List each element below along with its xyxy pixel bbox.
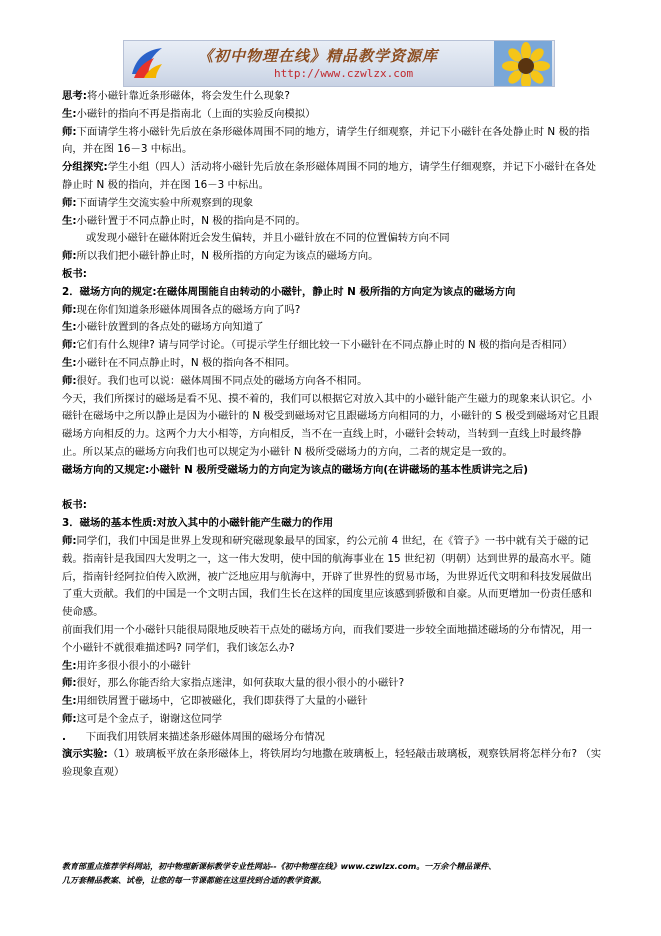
- paragraph: [62, 658, 602, 676]
- speaker-label: 生:: [62, 659, 77, 672]
- speaker-label: 磁场方向的又规定:: [62, 463, 150, 476]
- speaker-label: 生:: [62, 321, 77, 334]
- paragraph-text: 将小磁针靠近条形磁体，将会发生什么现象?: [86, 90, 290, 102]
- paragraph: [62, 711, 602, 729]
- paragraph-text: 用细铁屑置于磁场中，它即被磁化，我们即获得了大量的小磁针: [76, 695, 368, 708]
- speaker-label: 2．磁场方向的规定:: [62, 285, 157, 298]
- speaker-label: 生:: [62, 214, 77, 227]
- banner-title: 《初中物理在线》精品教学资源库: [198, 47, 439, 65]
- speaker-label: 师:: [62, 534, 77, 547]
- paragraph-text: 很好，那么你能否给大家指点迷津，如何获取大量的很小很小的小磁针?: [76, 677, 405, 690]
- paragraph-text: 今天，我们所探讨的磁场是看不见、摸不着的，我们可以根据它对放入其中的小磁针能产生磁力的现象来认识它。小磁针在磁场中之所以静止是因为小磁针的 N 极受到磁场对它且跟磁场方向相同的力，小磁针的 S 极受到磁场对它且跟磁场方向相反的力。这两个力大小相等，方向相反，当不在一直线上时，小磁针会转动，当转到一直线上时最终静止。所以某点的磁场方向我们也可以规定为小磁针 N 极所受磁场力的方向，二者的规定是一致的。: [62, 392, 599, 458]
- paragraph-text: 现在你们知道条形磁体周围各点的磁场方向了吗?: [76, 303, 301, 316]
- paragraph: [62, 622, 602, 658]
- paragraph-text: 它们有什么规律? 请与同学讨论。（可提示学生仔细比较一下小磁针在不同点静止时的 N 极的指向是否相同）: [76, 339, 573, 352]
- paragraph-text: 对放入其中的小磁针能产生磁力的作用: [156, 517, 334, 530]
- paragraph: [62, 355, 602, 373]
- paragraph-text: 这可是个金点子，谢谢这位同学: [76, 712, 223, 725]
- paragraph-text: 学生小组（四人）活动将小磁针先后放在条形磁体周围不同的地方，请学生仔细观察，并记下小磁针在各处静止时 N 极的指向，并在图 16－3 中标出。: [62, 161, 597, 191]
- speaker-label: 思考:: [62, 90, 87, 102]
- banner-url: http://www.czwlzx.com: [274, 67, 414, 80]
- paragraph: [62, 266, 602, 284]
- paragraph-text: 下面我们用铁屑来描述条形磁体周围的磁场分布情况: [85, 730, 325, 743]
- speaker-label: 3．磁场的基本性质:: [62, 517, 157, 530]
- paragraph: [62, 373, 602, 391]
- speaker-label: 生:: [62, 356, 77, 369]
- speaker-label: 演示实验:: [62, 748, 108, 761]
- paragraph: [62, 729, 602, 747]
- speaker-label: 师:: [62, 303, 77, 316]
- speaker-label: 分组探究:: [62, 161, 108, 174]
- speaker-label: .: [62, 730, 66, 743]
- speaker-label: 师:: [62, 250, 77, 263]
- paragraph: [62, 124, 602, 160]
- paragraph-text: 前面我们用一个小磁针只能很局限地反映若干点处的磁场方向，而我们要进一步较全面地描述磁场的分布情况，用一个小磁针不就很难描述吗? 同学们，我们该怎么办?: [62, 623, 592, 654]
- speaker-label: 生:: [62, 695, 77, 708]
- paragraph-text: 或发现小磁针在磁体附近会发生偏转，并且小磁针放在不同的位置偏转方向不同: [86, 232, 450, 245]
- paragraph: [62, 480, 602, 498]
- paragraph-text: 下面请学生交流实验中所观察到的现象: [76, 196, 254, 209]
- footer-line-1: 教育部重点推荐学科网站，初中物理新课标教学专业性网站--《初中物理在线》www.czwlzx.com。一万余个精品课件、: [62, 862, 497, 871]
- paragraph-text: 很好。我们也可以说：磁体周围不同点处的磁场方向各不相同。: [76, 374, 368, 387]
- speaker-label: 师:: [62, 712, 77, 725]
- paragraph-text: 小磁针的指向不再是指南北（上面的实验反向模拟）: [76, 107, 316, 120]
- paragraph: [62, 515, 602, 533]
- paragraph-text: 小磁针在不同点静止时，N 极的指向各不相同。: [76, 356, 296, 369]
- site-logo: [128, 44, 166, 82]
- paragraph: [62, 337, 602, 355]
- paragraph-text: 小磁针 N 极所受磁场力的方向定为该点的磁场方向(在讲磁场的基本性质讲完之后): [149, 463, 528, 476]
- paragraph: [62, 230, 602, 248]
- paragraph: [62, 284, 602, 302]
- speaker-label: 生:: [62, 107, 77, 120]
- footer-line-2: 几万套精品教案、试卷，让您的每一节课都能在这里找到合适的教学资源。: [62, 875, 326, 885]
- paragraph: [62, 675, 602, 693]
- sunflower-icon: [494, 41, 552, 86]
- paragraph: [62, 497, 602, 515]
- speaker-label: 师:: [62, 677, 77, 690]
- paragraph-text: 所以我们把小磁针静止时，N 极所指的方向定为该点的磁场方向。: [76, 250, 379, 263]
- paragraph: [62, 746, 602, 782]
- paragraph-text: （1）玻璃板平放在条形磁体上，将铁屑均匀地撒在玻璃板上，轻轻敲击玻璃板，观察铁屑将怎样分布? （实验现象直观）: [62, 748, 602, 779]
- speaker-label: 师:: [62, 196, 77, 209]
- paragraph-text: 用许多很小很小的小磁针: [76, 659, 191, 672]
- paragraph: [62, 213, 602, 231]
- speaker-label: 板书:: [62, 499, 87, 512]
- paragraph-text: 同学们，我们中国是世界上发现和研究磁现象最早的国家，约公元前 4 世纪，在《管子》一书中就有关于磁的记载。指南针是我国四大发明之一，这一伟大发明，使中国的航海事业在 15 世纪初（明朝）达到世界的最高水平。随后，指南针经阿拉伯传入欧洲，被广泛地应用与航海中，开辟了世界性的贸易市场，为世界近代文明和科技发展做出了重大贡献。我们的中国是一个文明古国，我们生长在这样的国度里应该感到骄傲和自豪。从而更增加一份责任感和使命感。: [62, 534, 592, 619]
- paragraph: [62, 533, 602, 622]
- paragraph: [62, 195, 602, 213]
- page-footer: [62, 860, 602, 887]
- paragraph-text: 下面请学生将小磁针先后放在条形磁体周围不同的地方，请学生仔细观察，并记下小磁针在各处静止时 N 极的指向，并在图 16－3 中标出。: [62, 125, 590, 156]
- paragraph-text: 在磁体周围能自由转动的小磁针，静止时 N 极所指的方向定为该点的磁场方向: [156, 285, 516, 298]
- paragraph: [62, 248, 602, 266]
- paragraph: [62, 693, 602, 711]
- paragraph: [62, 319, 602, 337]
- paragraph: [62, 302, 602, 320]
- paragraph: [62, 159, 602, 195]
- speaker-label: 师:: [62, 374, 77, 387]
- paragraph: [62, 106, 602, 124]
- paragraph-text: 小磁针置于不同点静止时，N 极的指向是不同的。: [76, 214, 306, 227]
- speaker-label: 板书:: [62, 267, 87, 280]
- paragraph: [62, 462, 602, 480]
- paragraph-text: 小磁针放置到的各点处的磁场方向知道了: [76, 321, 264, 334]
- site-banner: [123, 40, 555, 87]
- speaker-label: 师:: [62, 339, 77, 352]
- document-body: [62, 88, 602, 782]
- speaker-label: 师:: [62, 125, 77, 138]
- paragraph: [62, 391, 602, 462]
- paragraph: [62, 88, 602, 106]
